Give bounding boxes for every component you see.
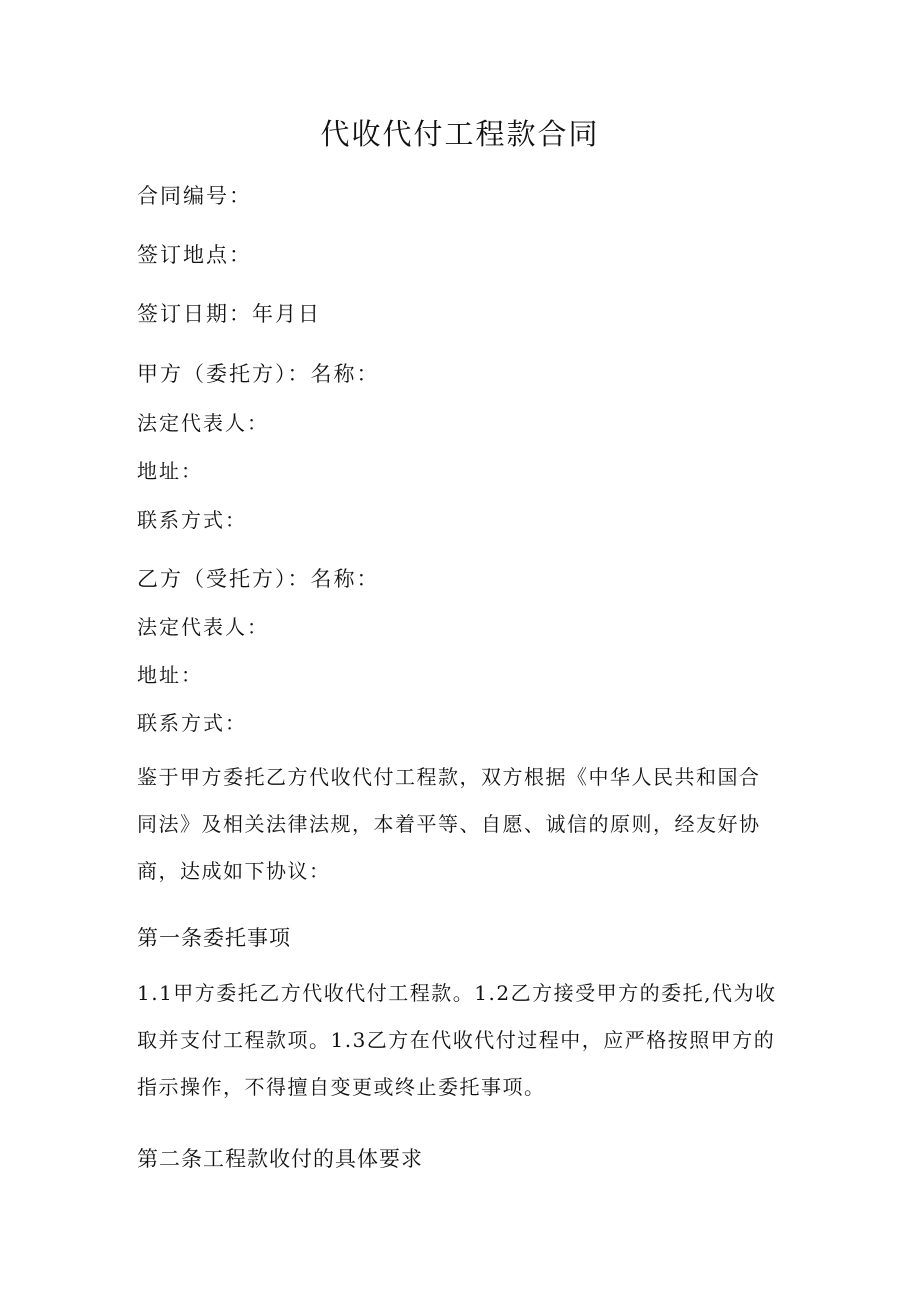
party-b-legal-rep-label: 法定代表人： (137, 615, 269, 639)
party-b-contact-label: 联系方式： (137, 711, 247, 735)
article-1-heading: 第一条委托事项 (137, 926, 291, 950)
party-a-contact-label: 联系方式： (137, 508, 247, 532)
party-a-legal-rep-label: 法定代表人： (137, 411, 269, 435)
party-b-address-label: 地址： (137, 663, 203, 687)
party-b-name-label: 乙方（受托方）：名称： (137, 567, 380, 591)
article-2-heading: 第二条工程款收付的具体要求 (137, 1147, 423, 1171)
article-1-body: 1.1甲方委托乙方代收代付工程款。1.2乙方接受甲方的委托,代为收取并支付工程款项。1.3乙方在代收代付过程中，应严格按照甲方的指示操作，不得擅自变更或终止委托事项。 (137, 981, 777, 1099)
preamble-paragraph: 鉴于甲方委托乙方代收代付工程款，双方根据《中华人民共和国合同法》及相关法律法规，本着平等、自愿、诚信的原则，经友好协商，达成如下协议： (137, 765, 761, 883)
signing-place-label: 签订地点： (137, 243, 252, 267)
contract-number-label: 合同编号： (137, 184, 252, 208)
signing-date-label: 签订日期：年月日 (137, 302, 321, 326)
party-a-name-label: 甲方（委托方）：名称： (137, 362, 380, 386)
party-a-address-label: 地址： (137, 459, 203, 483)
document-title: 代收代付工程款合同 (320, 117, 600, 151)
